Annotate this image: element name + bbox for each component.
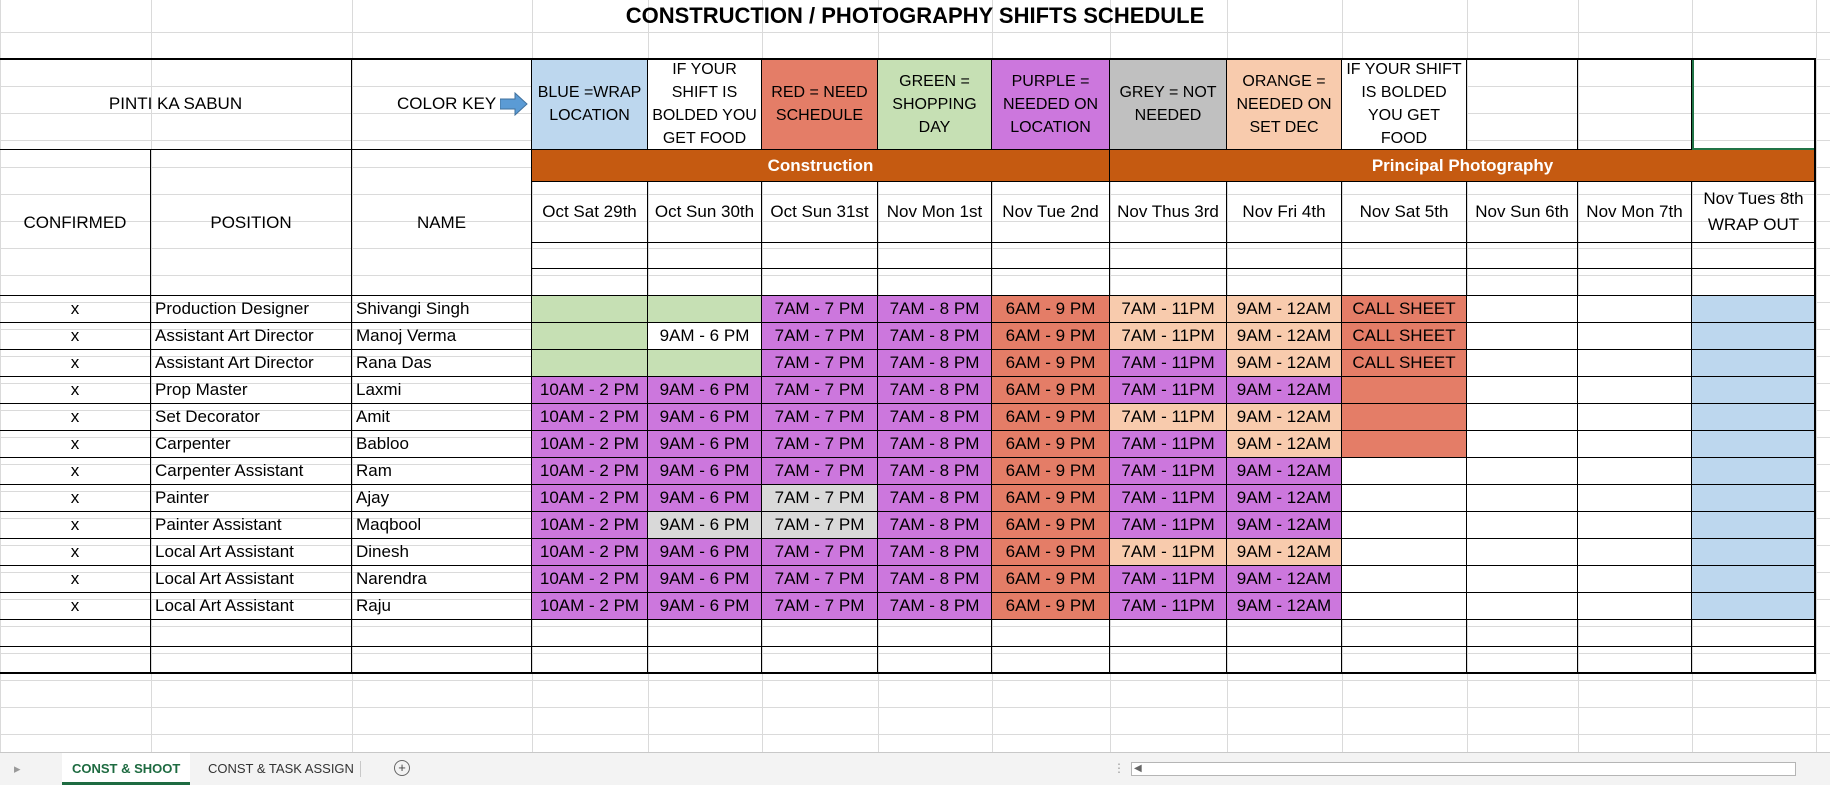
shift-cell[interactable]: 7AM - 8 PM <box>878 431 992 458</box>
sheet-title: CONSTRUCTION / PHOTOGRAPHY SHIFTS SCHEDULE <box>625 3 1205 28</box>
name-cell[interactable]: Ajay <box>352 485 532 512</box>
shift-cell[interactable] <box>648 350 762 377</box>
shift-cell[interactable] <box>1692 485 1816 512</box>
shift-cell[interactable]: 7AM - 8 PM <box>878 377 992 404</box>
empty-cell[interactable] <box>1467 58 1578 150</box>
empty-cell[interactable] <box>1692 647 1816 674</box>
shift-cell[interactable]: 7AM - 8 PM <box>878 350 992 377</box>
shift-cell[interactable]: 9AM - 6 PM <box>648 431 762 458</box>
shift-cell[interactable] <box>1578 539 1692 566</box>
confirmed-cell[interactable]: x <box>0 566 151 593</box>
confirmed-cell[interactable]: x <box>0 539 151 566</box>
shift-cell[interactable]: 9AM - 6 PM <box>648 512 762 539</box>
position-cell[interactable]: Painter Assistant <box>151 512 352 539</box>
empty-cell[interactable] <box>532 269 648 296</box>
date-header[interactable]: Nov Mon 1st <box>878 182 992 243</box>
color-key-label[interactable]: COLOR KEY <box>352 58 532 150</box>
empty-cell[interactable] <box>0 647 151 674</box>
header-name[interactable]: NAME <box>352 150 532 296</box>
name-cell[interactable]: Raju <box>352 593 532 620</box>
shift-cell[interactable] <box>1578 512 1692 539</box>
shift-cell[interactable]: 7AM - 11PM <box>1110 485 1227 512</box>
shift-cell[interactable]: 10AM - 2 PM <box>532 593 648 620</box>
add-sheet-icon[interactable]: + <box>394 760 410 776</box>
shift-cell[interactable]: 7AM - 11PM <box>1110 512 1227 539</box>
name-cell[interactable]: Dinesh <box>352 539 532 566</box>
empty-cell[interactable] <box>1578 620 1692 647</box>
shift-cell[interactable] <box>1578 377 1692 404</box>
empty-cell[interactable] <box>151 620 352 647</box>
position-cell[interactable]: Local Art Assistant <box>151 566 352 593</box>
shift-cell[interactable] <box>1578 350 1692 377</box>
shift-cell[interactable]: 7AM - 11PM <box>1110 404 1227 431</box>
name-cell[interactable]: Narendra <box>352 566 532 593</box>
position-cell[interactable]: Painter <box>151 485 352 512</box>
shift-cell[interactable] <box>1692 593 1816 620</box>
confirmed-cell[interactable]: x <box>0 404 151 431</box>
shift-cell[interactable]: 9AM - 12AM <box>1227 485 1342 512</box>
shift-cell[interactable]: CALL SHEET <box>1342 323 1467 350</box>
confirmed-cell[interactable]: x <box>0 458 151 485</box>
empty-cell[interactable] <box>878 243 992 269</box>
shift-cell[interactable]: 9AM - 12AM <box>1227 512 1342 539</box>
scroll-tabs-icon[interactable]: ▸ <box>14 761 21 776</box>
empty-cell[interactable] <box>1692 269 1816 296</box>
shift-cell[interactable]: 7AM - 11PM <box>1110 566 1227 593</box>
shift-cell[interactable]: 7AM - 8 PM <box>878 566 992 593</box>
shift-cell[interactable] <box>1467 485 1578 512</box>
shift-cell[interactable]: CALL SHEET <box>1342 296 1467 323</box>
empty-cell[interactable] <box>1467 620 1578 647</box>
empty-cell[interactable] <box>878 647 992 674</box>
shift-cell[interactable] <box>1578 458 1692 485</box>
name-cell[interactable]: Shivangi Singh <box>352 296 532 323</box>
shift-cell[interactable] <box>1578 404 1692 431</box>
shift-cell[interactable]: 7AM - 7 PM <box>762 512 878 539</box>
shift-cell[interactable]: 6AM - 9 PM <box>992 323 1110 350</box>
shift-cell[interactable]: CALL SHEET <box>1342 350 1467 377</box>
empty-cell[interactable] <box>1342 243 1467 269</box>
name-cell[interactable]: Ram <box>352 458 532 485</box>
shift-cell[interactable]: 7AM - 11PM <box>1110 377 1227 404</box>
shift-cell[interactable]: 6AM - 9 PM <box>992 593 1110 620</box>
shift-cell[interactable] <box>1342 485 1467 512</box>
shift-cell[interactable]: 9AM - 6 PM <box>648 458 762 485</box>
shift-cell[interactable] <box>1692 323 1816 350</box>
position-cell[interactable]: Production Designer <box>151 296 352 323</box>
color-key-item[interactable]: PURPLE = NEEDED ON LOCATION <box>992 58 1110 150</box>
shift-cell[interactable]: 6AM - 9 PM <box>992 512 1110 539</box>
position-cell[interactable]: Local Art Assistant <box>151 593 352 620</box>
shift-cell[interactable] <box>1578 485 1692 512</box>
shift-cell[interactable]: 7AM - 7 PM <box>762 377 878 404</box>
empty-cell[interactable] <box>1578 269 1692 296</box>
shift-cell[interactable]: 10AM - 2 PM <box>532 539 648 566</box>
date-header[interactable]: Nov Sat 5th <box>1342 182 1467 243</box>
shift-cell[interactable]: 9AM - 12AM <box>1227 323 1342 350</box>
shift-cell[interactable]: 9AM - 12AM <box>1227 539 1342 566</box>
shift-cell[interactable]: 6AM - 9 PM <box>992 566 1110 593</box>
empty-cell[interactable] <box>878 620 992 647</box>
empty-cell[interactable] <box>1342 620 1467 647</box>
name-cell[interactable]: Amit <box>352 404 532 431</box>
shift-cell[interactable] <box>1342 404 1467 431</box>
band-principal-photography[interactable]: Principal Photography <box>1110 150 1816 182</box>
color-key-item[interactable]: ORANGE = NEEDED ON SET DEC <box>1227 58 1342 150</box>
shift-cell[interactable]: 9AM - 12AM <box>1227 458 1342 485</box>
confirmed-cell[interactable]: x <box>0 350 151 377</box>
color-key-item[interactable]: IF YOUR SHIFT IS BOLDED YOU GET FOOD <box>648 58 762 150</box>
shift-cell[interactable]: 7AM - 7 PM <box>762 404 878 431</box>
shift-cell[interactable]: 9AM - 6 PM <box>648 404 762 431</box>
shift-cell[interactable]: 7AM - 11PM <box>1110 431 1227 458</box>
position-cell[interactable]: Assistant Art Director <box>151 323 352 350</box>
shift-cell[interactable]: 7AM - 8 PM <box>878 458 992 485</box>
shift-cell[interactable]: 7AM - 7 PM <box>762 350 878 377</box>
sheet-tab-bar <box>0 752 1830 785</box>
name-cell[interactable]: Laxmi <box>352 377 532 404</box>
shift-cell[interactable]: 9AM - 6 PM <box>648 539 762 566</box>
date-header[interactable]: Nov Thus 3rd <box>1110 182 1227 243</box>
shift-cell[interactable]: 7AM - 8 PM <box>878 296 992 323</box>
shift-cell[interactable]: 7AM - 7 PM <box>762 566 878 593</box>
shift-cell[interactable]: 10AM - 2 PM <box>532 431 648 458</box>
date-header[interactable]: Oct Sun 31st <box>762 182 878 243</box>
shift-cell[interactable]: 7AM - 11PM <box>1110 296 1227 323</box>
shift-cell[interactable] <box>1342 512 1467 539</box>
shift-cell[interactable] <box>1467 404 1578 431</box>
position-cell[interactable]: Prop Master <box>151 377 352 404</box>
shift-cell[interactable]: 10AM - 2 PM <box>532 377 648 404</box>
shift-cell[interactable]: 6AM - 9 PM <box>992 377 1110 404</box>
empty-cell[interactable] <box>1227 647 1342 674</box>
shift-cell[interactable]: 7AM - 11PM <box>1110 458 1227 485</box>
shift-cell[interactable] <box>1342 458 1467 485</box>
shift-cell[interactable]: 7AM - 8 PM <box>878 404 992 431</box>
shift-cell[interactable] <box>1692 404 1816 431</box>
confirmed-cell[interactable]: x <box>0 431 151 458</box>
empty-cell[interactable] <box>1467 647 1578 674</box>
empty-cell[interactable] <box>1227 243 1342 269</box>
empty-cell[interactable] <box>878 269 992 296</box>
empty-cell[interactable] <box>648 243 762 269</box>
empty-cell[interactable] <box>762 620 878 647</box>
position-cell[interactable]: Local Art Assistant <box>151 539 352 566</box>
shift-cell[interactable]: 9AM - 6 PM <box>648 593 762 620</box>
shift-cell[interactable]: 7AM - 8 PM <box>878 593 992 620</box>
shift-cell[interactable]: 7AM - 8 PM <box>878 512 992 539</box>
shift-cell[interactable] <box>1692 458 1816 485</box>
shift-cell[interactable]: 10AM - 2 PM <box>532 458 648 485</box>
shift-cell[interactable] <box>532 296 648 323</box>
confirmed-cell[interactable]: x <box>0 485 151 512</box>
shift-cell[interactable] <box>1467 296 1578 323</box>
empty-cell[interactable] <box>532 647 648 674</box>
empty-cell[interactable] <box>151 647 352 674</box>
empty-cell[interactable] <box>352 620 532 647</box>
shift-cell[interactable]: 10AM - 2 PM <box>532 404 648 431</box>
horizontal-scrollbar[interactable] <box>1131 762 1796 776</box>
shift-cell[interactable]: 7AM - 7 PM <box>762 431 878 458</box>
empty-cell[interactable] <box>532 243 648 269</box>
shift-cell[interactable] <box>1467 593 1578 620</box>
empty-cell[interactable] <box>1110 269 1227 296</box>
gridline-horizontal <box>0 32 1830 33</box>
shift-cell[interactable] <box>1692 512 1816 539</box>
company-name-cell[interactable]: PINTI KA SABUN <box>0 58 352 150</box>
date-header[interactable]: Nov Sun 6th <box>1467 182 1578 243</box>
confirmed-cell[interactable]: x <box>0 512 151 539</box>
shift-cell[interactable] <box>532 350 648 377</box>
shift-cell[interactable]: 7AM - 8 PM <box>878 323 992 350</box>
shift-cell[interactable]: 9AM - 12AM <box>1227 377 1342 404</box>
confirmed-cell[interactable]: x <box>0 296 151 323</box>
empty-cell[interactable] <box>1467 243 1578 269</box>
shift-cell[interactable] <box>1467 377 1578 404</box>
shift-cell[interactable] <box>1692 566 1816 593</box>
position-cell[interactable]: Carpenter Assistant <box>151 458 352 485</box>
empty-cell[interactable] <box>1692 243 1816 269</box>
arrow-right-icon <box>500 92 528 121</box>
shift-cell[interactable]: 6AM - 9 PM <box>992 431 1110 458</box>
date-header[interactable]: Nov Tue 2nd <box>992 182 1110 243</box>
shift-cell[interactable]: 7AM - 7 PM <box>762 323 878 350</box>
shift-cell[interactable]: 7AM - 7 PM <box>762 485 878 512</box>
shift-cell[interactable] <box>1467 458 1578 485</box>
empty-cell[interactable] <box>1227 620 1342 647</box>
shift-cell[interactable] <box>1578 296 1692 323</box>
shift-cell[interactable]: 9AM - 12AM <box>1227 404 1342 431</box>
color-key-item[interactable]: BLUE =WRAP LOCATION <box>532 58 648 150</box>
gridline-horizontal <box>0 680 1830 681</box>
shift-cell[interactable] <box>1467 512 1578 539</box>
confirmed-cell[interactable]: x <box>0 323 151 350</box>
shift-cell[interactable] <box>1342 593 1467 620</box>
shift-cell[interactable] <box>1578 323 1692 350</box>
empty-cell[interactable] <box>1692 58 1816 150</box>
shift-cell[interactable] <box>648 296 762 323</box>
empty-cell[interactable] <box>1578 243 1692 269</box>
shift-cell[interactable]: 9AM - 12AM <box>1227 593 1342 620</box>
empty-cell[interactable] <box>0 620 151 647</box>
shift-cell[interactable]: 7AM - 8 PM <box>878 485 992 512</box>
empty-cell[interactable] <box>648 269 762 296</box>
empty-cell[interactable] <box>762 243 878 269</box>
shift-cell[interactable] <box>1578 593 1692 620</box>
shift-cell[interactable]: 7AM - 11PM <box>1110 350 1227 377</box>
color-key-item[interactable]: GREY = NOT NEEDED <box>1110 58 1227 150</box>
shift-cell[interactable] <box>1692 296 1816 323</box>
tab-const-task-assign[interactable]: CONST & TASK ASSIGN <box>208 761 354 776</box>
shift-cell[interactable]: 6AM - 9 PM <box>992 350 1110 377</box>
empty-cell[interactable] <box>1342 647 1467 674</box>
shift-cell[interactable]: 6AM - 9 PM <box>992 404 1110 431</box>
shift-cell[interactable]: 9AM - 12AM <box>1227 566 1342 593</box>
date-header[interactable]: Nov Fri 4th <box>1227 182 1342 243</box>
tab-divider <box>360 761 361 777</box>
shift-cell[interactable]: 7AM - 8 PM <box>878 539 992 566</box>
tab-const-shoot[interactable]: CONST & SHOOT <box>62 753 190 785</box>
shift-cell[interactable]: 7AM - 11PM <box>1110 539 1227 566</box>
shift-cell[interactable]: 9AM - 6 PM <box>648 566 762 593</box>
shift-cell[interactable] <box>1342 377 1467 404</box>
empty-cell[interactable] <box>1578 58 1692 150</box>
color-key-item[interactable]: RED = NEED SCHEDULE <box>762 58 878 150</box>
shift-cell[interactable]: 9AM - 6 PM <box>648 323 762 350</box>
empty-cell[interactable] <box>992 647 1110 674</box>
date-header[interactable]: Oct Sun 30th <box>648 182 762 243</box>
shift-cell[interactable] <box>1692 431 1816 458</box>
shift-cell[interactable] <box>532 323 648 350</box>
shift-cell[interactable]: 6AM - 9 PM <box>992 458 1110 485</box>
empty-cell[interactable] <box>992 620 1110 647</box>
scroll-left-icon[interactable]: ◀ <box>1134 763 1142 774</box>
shift-cell[interactable]: 7AM - 7 PM <box>762 593 878 620</box>
header-confirmed[interactable]: CONFIRMED <box>0 150 151 296</box>
shift-cell[interactable]: 7AM - 7 PM <box>762 296 878 323</box>
shift-cell[interactable]: 6AM - 9 PM <box>992 296 1110 323</box>
confirmed-cell[interactable]: x <box>0 593 151 620</box>
shift-cell[interactable]: 10AM - 2 PM <box>532 485 648 512</box>
header-position[interactable]: POSITION <box>151 150 352 296</box>
name-cell[interactable]: Rana Das <box>352 350 532 377</box>
shift-cell[interactable]: 6AM - 9 PM <box>992 485 1110 512</box>
shift-cell[interactable] <box>1467 566 1578 593</box>
shift-cell[interactable]: 10AM - 2 PM <box>532 566 648 593</box>
shift-cell[interactable]: 7AM - 7 PM <box>762 539 878 566</box>
shift-cell[interactable] <box>1692 539 1816 566</box>
color-key-item[interactable]: GREEN = SHOPPING DAY <box>878 58 992 150</box>
shift-cell[interactable] <box>1467 323 1578 350</box>
empty-cell[interactable] <box>1110 243 1227 269</box>
position-cell[interactable]: Assistant Art Director <box>151 350 352 377</box>
position-cell[interactable]: Set Decorator <box>151 404 352 431</box>
empty-cell[interactable] <box>1227 269 1342 296</box>
shift-cell[interactable]: 9AM - 12AM <box>1227 350 1342 377</box>
shift-cell[interactable]: 7AM - 11PM <box>1110 323 1227 350</box>
empty-cell[interactable] <box>648 647 762 674</box>
shift-cell[interactable]: 9AM - 6 PM <box>648 485 762 512</box>
shift-cell[interactable] <box>1578 566 1692 593</box>
empty-cell[interactable] <box>1692 620 1816 647</box>
band-construction[interactable]: Construction <box>532 150 1110 182</box>
shift-cell[interactable] <box>1467 350 1578 377</box>
shift-cell[interactable] <box>1692 377 1816 404</box>
shift-cell[interactable]: 10AM - 2 PM <box>532 512 648 539</box>
date-header[interactable]: Oct Sat 29th <box>532 182 648 243</box>
empty-cell[interactable] <box>1342 269 1467 296</box>
name-cell[interactable]: Maqbool <box>352 512 532 539</box>
shift-cell[interactable]: 9AM - 12AM <box>1227 296 1342 323</box>
shift-cell[interactable] <box>1578 431 1692 458</box>
empty-cell[interactable] <box>1110 647 1227 674</box>
shift-cell[interactable]: 6AM - 9 PM <box>992 539 1110 566</box>
splitter-handle-icon[interactable]: ⋮ <box>1113 761 1125 775</box>
empty-cell[interactable] <box>352 647 532 674</box>
shift-cell[interactable] <box>1342 566 1467 593</box>
empty-cell[interactable] <box>648 620 762 647</box>
position-cell[interactable]: Carpenter <box>151 431 352 458</box>
empty-cell[interactable] <box>992 243 1110 269</box>
shift-cell[interactable]: 7AM - 11PM <box>1110 593 1227 620</box>
name-cell[interactable]: Manoj Verma <box>352 323 532 350</box>
color-key-item[interactable]: IF YOUR SHIFT IS BOLDED YOU GET FOOD <box>1342 58 1467 150</box>
shift-cell[interactable] <box>1467 431 1578 458</box>
shift-cell[interactable]: 9AM - 6 PM <box>648 377 762 404</box>
shift-cell[interactable] <box>1692 350 1816 377</box>
shift-cell[interactable] <box>1342 431 1467 458</box>
gridline-horizontal <box>0 734 1830 735</box>
shift-cell[interactable] <box>1467 539 1578 566</box>
date-header[interactable]: Nov Tues 8th WRAP OUT <box>1692 182 1816 243</box>
empty-cell[interactable] <box>1467 269 1578 296</box>
empty-cell[interactable] <box>762 269 878 296</box>
name-cell[interactable]: Babloo <box>352 431 532 458</box>
date-header[interactable]: Nov Mon 7th <box>1578 182 1692 243</box>
empty-cell[interactable] <box>992 269 1110 296</box>
empty-cell[interactable] <box>762 647 878 674</box>
confirmed-cell[interactable]: x <box>0 377 151 404</box>
empty-cell[interactable] <box>1578 647 1692 674</box>
shift-cell[interactable] <box>1342 539 1467 566</box>
shift-cell[interactable]: 9AM - 12AM <box>1227 431 1342 458</box>
gridline-horizontal <box>0 707 1830 708</box>
empty-cell[interactable] <box>532 620 648 647</box>
empty-cell[interactable] <box>1110 620 1227 647</box>
shift-cell[interactable]: 7AM - 7 PM <box>762 458 878 485</box>
